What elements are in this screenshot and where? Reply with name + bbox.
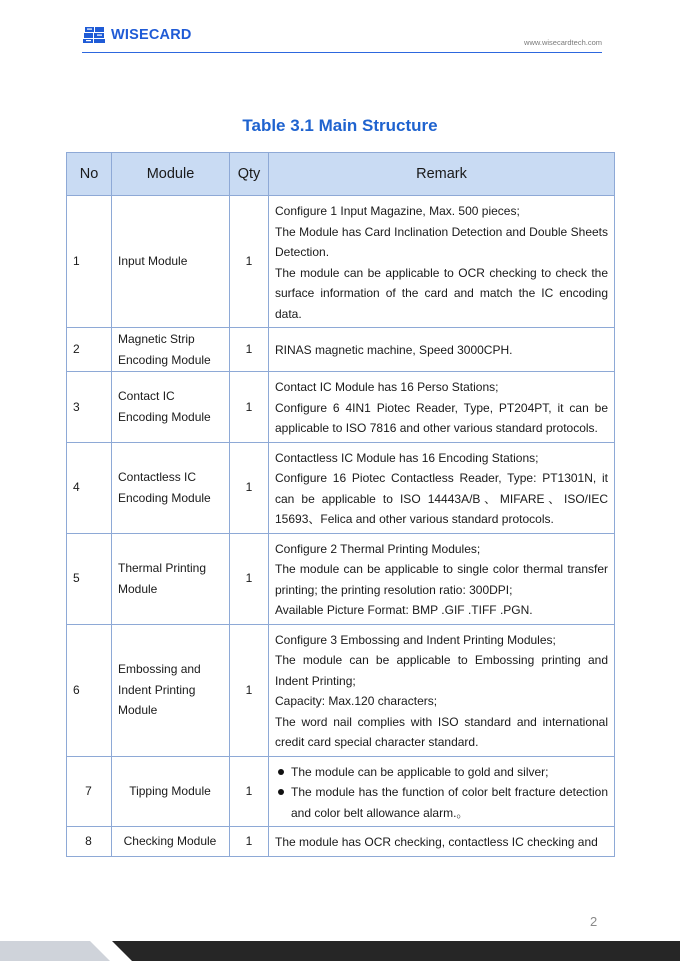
cell-qty: 1 — [230, 827, 269, 857]
cell-qty: 1 — [230, 756, 269, 827]
cell-no: 1 — [67, 196, 112, 328]
cell-module: Contactless IC Encoding Module — [112, 442, 230, 533]
cell-no: 7 — [67, 756, 112, 827]
remark-bullet-list — [275, 762, 608, 824]
cell-no: 3 — [67, 372, 112, 443]
cell-no: 8 — [67, 827, 112, 857]
remark-line: Configure 6 4IN1 Piotec Reader, Type, PT204PT, it can be applicable to ISO 7816 and other various standard protocols. — [275, 400, 608, 435]
header-remark: Remark — [269, 153, 615, 196]
cell-module: Thermal Printing Module — [112, 533, 230, 624]
cell-module: Tipping Module — [112, 756, 230, 827]
cell-module: Embossing and Indent Printing Module — [112, 624, 230, 756]
table-title: Table 3.1 Main Structure — [242, 116, 438, 135]
page-header — [82, 26, 602, 52]
remark-line: Contactless IC Module has 16 Encoding Stations; — [275, 450, 539, 465]
table-row — [67, 533, 615, 624]
cell-remark — [269, 533, 615, 624]
remark-line: The module has OCR checking, contactless IC checking and — [275, 835, 598, 849]
header-module: Module — [112, 153, 230, 196]
card-logo-icon — [82, 26, 108, 44]
table-row — [67, 827, 615, 857]
table-row — [67, 196, 615, 328]
header-divider — [82, 52, 602, 53]
cell-qty: 1 — [230, 328, 269, 372]
cell-no: 6 — [67, 624, 112, 756]
cell-qty: 1 — [230, 196, 269, 328]
remark-line: The module can be applicable to Embossing printing and Indent Printing; — [275, 653, 608, 688]
cell-qty: 1 — [230, 442, 269, 533]
remark-line: The module can be applicable to OCR checking to check the surface information of the card and match the IC encoding data. — [275, 265, 608, 321]
cell-remark — [269, 196, 615, 328]
remark-line: Available Picture Format: BMP .GIF .TIFF .PGN. — [275, 603, 533, 617]
cell-remark — [269, 328, 615, 372]
cell-qty: 1 — [230, 533, 269, 624]
cell-qty: 1 — [230, 372, 269, 443]
remark-line: The word nail complies with ISO standard and international credit card special character standard. — [275, 714, 608, 749]
footer-band — [0, 941, 680, 961]
bullet-item: The module has the function of color belt fracture detection and color belt allowance alarm.。 — [275, 782, 608, 823]
cell-module: Checking Module — [112, 827, 230, 857]
wisecard-logo — [82, 26, 192, 44]
remark-line: Configure 16 Piotec Contactless Reader, Type: PT1301N, it can be applicable to ISO 14443A/B、MIFARE、ISO/IEC 15693、Felica and other various standard protocols. — [275, 471, 608, 526]
cell-remark — [269, 756, 615, 827]
header-qty: Qty — [230, 153, 269, 196]
remark-line: Configure 3 Embossing and Indent Printing Modules; — [275, 632, 556, 647]
cell-remark — [269, 442, 615, 533]
cell-qty: 1 — [230, 624, 269, 756]
remark-line: Capacity: Max.120 characters; — [275, 694, 438, 708]
table-row — [67, 442, 615, 533]
cell-no: 2 — [67, 328, 112, 372]
remark-line: Contact IC Module has 16 Perso Stations; — [275, 380, 499, 394]
cell-no: 4 — [67, 442, 112, 533]
cell-remark — [269, 827, 615, 857]
cell-remark — [269, 372, 615, 443]
cell-module: Magnetic Strip Encoding Module — [112, 328, 230, 372]
cell-remark — [269, 624, 615, 756]
remark-line: The module can be applicable to single color thermal transfer printing; the printing resolution ratio: 300DPI; — [275, 562, 608, 597]
cell-module: Contact IC Encoding Module — [112, 372, 230, 443]
logo-text: WISECARD — [111, 27, 192, 43]
page-number: 2 — [590, 914, 598, 929]
table-row — [67, 624, 615, 756]
main-structure-table — [66, 152, 615, 857]
website-url: www.wisecardtech.com — [524, 38, 602, 47]
cell-no: 5 — [67, 533, 112, 624]
remark-line: The Module has Card Inclination Detection and Double Sheets Detection. — [275, 224, 608, 259]
table-row — [67, 756, 615, 827]
bullet-item: The module can be applicable to gold and silver; — [275, 762, 608, 783]
remark-line: RINAS magnetic machine, Speed 3000CPH. — [275, 343, 513, 358]
remark-line: Configure 2 Thermal Printing Modules; — [275, 541, 481, 556]
table-header-row — [67, 153, 615, 196]
remark-line: Configure 1 Input Magazine, Max. 500 pieces; — [275, 204, 520, 218]
cell-module: Input Module — [112, 196, 230, 328]
header-no: No — [67, 153, 112, 196]
table-row — [67, 328, 615, 372]
table-row — [67, 372, 615, 443]
